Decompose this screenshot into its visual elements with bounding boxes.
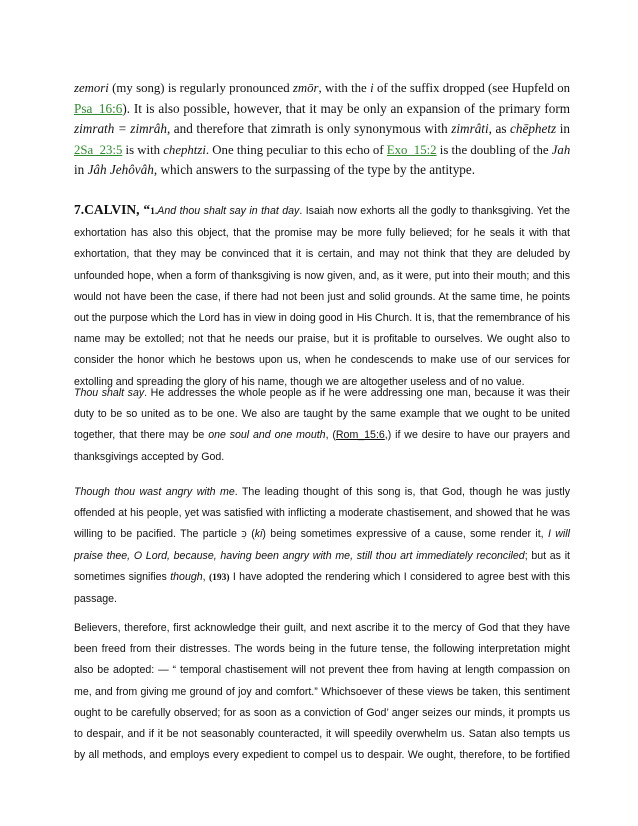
calvin-p2-line-3: together, that there may be one soul and one mouth, (Rom_15:6,) if we desire to have our prayers and	[74, 429, 571, 442]
calvin-p3-line-1: Though thou wast angry with me. The leading thought of this song is, that God, though he was justly	[74, 486, 571, 498]
calvin-p2-line: duty to be so united as to be one. We also are taught by the same example that we ought to be united	[74, 408, 570, 421]
calvin-p1-line: would not have been the case, if there had not been just and solid grounds. At the same time, he points	[74, 290, 570, 303]
intro-line-3: zimrath = zimrâh, and therefore that zimrath is only synonymous with zimrâti, as chēphetz in	[74, 121, 570, 136]
calvin-p4-line: to despair, and if it be not seasonably counteracted, it will speedily overwhelm us. Satan also tempts us	[74, 728, 570, 741]
calvin-p4-line: been freed from their distresses. The words being in the future tense, the following interpretation might	[74, 643, 570, 656]
calvin-p1-line-1: 7.CALVIN, “1.And thou shalt say in that day. Isaiah now exhorts all the godly to thanksgiving. Yet the	[74, 202, 570, 217]
calvin-p1-line: name may be extolled; not that he needs our praise, but it is profitable to ourselves. We ought also to	[74, 333, 570, 346]
scripture-link[interactable]: Rom_15:6	[335, 429, 385, 442]
calvin-p4-line: ought to be carefully observed; for as soon as a conviction of God’ anger seizes our minds, it prompts us	[74, 706, 570, 719]
calvin-p2-line: thanksgivings accepted by God.	[74, 450, 225, 463]
calvin-p2-line-1: Thou shalt say. He addresses the whole people as if he were addressing one man, because it was their	[74, 387, 570, 399]
calvin-p4-line: also be adopted: — “ temporal chastisement will not prevent thee from having at length compassion on	[74, 664, 570, 677]
calvin-section	[74, 199, 570, 393]
calvin-p1-line: unfounded hope, when a form of thanksgiving is now given, and, as it were, put into their mouth; and this	[74, 269, 570, 282]
calvin-p1-line: exhortation has also this object, that the promise may be more fully believed; for he seals it with that	[74, 227, 570, 240]
calvin-p3-line-3: willing to be pacified. The particle כִּ (ki) being sometimes expressive of a cause, some render it, I will	[74, 528, 570, 541]
scripture-link[interactable]: 2Sa_23:5	[74, 142, 123, 157]
calvin-p1-line: extolling and spreading the glory of his name, though we are altogether useless and of no value.	[74, 375, 525, 388]
calvin-p3-line-4: praise thee, O Lord, because, having been angry with me, still thou art immediately reconciled; but as it	[74, 549, 570, 562]
calvin-p4-line: Believers, therefore, first acknowledge their guilt, and next ascribe it to the mercy of God that they have	[74, 622, 570, 634]
calvin-p3-line: passage.	[74, 593, 117, 606]
calvin-p1-line: exhortation, that they may be convinced that it is certain, and may not think that they are deluded by	[74, 248, 570, 261]
calvin-p3-line: offended at his people, yet was satisfied with inflicting a moderate chastisement, and showed that he was	[74, 507, 570, 520]
section-heading: 7.CALVIN, “	[74, 202, 151, 217]
scripture-link[interactable]: Exo_15:2	[386, 142, 437, 157]
intro-line-4: 2Sa_23:5 is with chephtzi. One thing peculiar to this echo of Exo_15:2 is the doubling of the Jah	[74, 142, 571, 157]
calvin-paragraph-2	[74, 383, 570, 468]
intro-line-2: Psa_16:6). It is also possible, however, that it may be only an expansion of the primary form	[74, 100, 570, 116]
calvin-p1-line: consider the honor which he bestows upon us, when he condescends to make use of our services for	[74, 354, 570, 367]
intro-line-1: zemori (my song) is regularly pronounced zmōr, with the i of the suffix dropped (see Hupfeld on	[74, 81, 571, 95]
calvin-p4-line: by all methods, and employs every expedient to compel us to despair. We ought, therefore, to be fortified	[74, 749, 570, 762]
intro-paragraph	[74, 78, 570, 181]
calvin-p3-line-5: sometimes signifies though, (193) I have adopted the rendering which I considered to agree best with this	[74, 570, 571, 583]
calvin-paragraph-4	[74, 618, 570, 766]
calvin-p1-line: out the purpose which the Lord has in view in doing good in His Church. It is, that the remembrance of his	[74, 312, 570, 325]
calvin-paragraph-3	[74, 482, 570, 610]
footnote-number: (193)	[208, 572, 230, 583]
scripture-link[interactable]: Psa_16:6	[74, 100, 123, 116]
intro-line-5: in Jâh Jehôvâh, which answers to the surpassing of the type by the antitype.	[74, 162, 476, 177]
calvin-p4-line: me, and from giving me ground of joy and comfort.” Whichsoever of these views be taken, this sentiment	[74, 685, 570, 698]
hebrew-particle: כִּ	[241, 528, 247, 541]
